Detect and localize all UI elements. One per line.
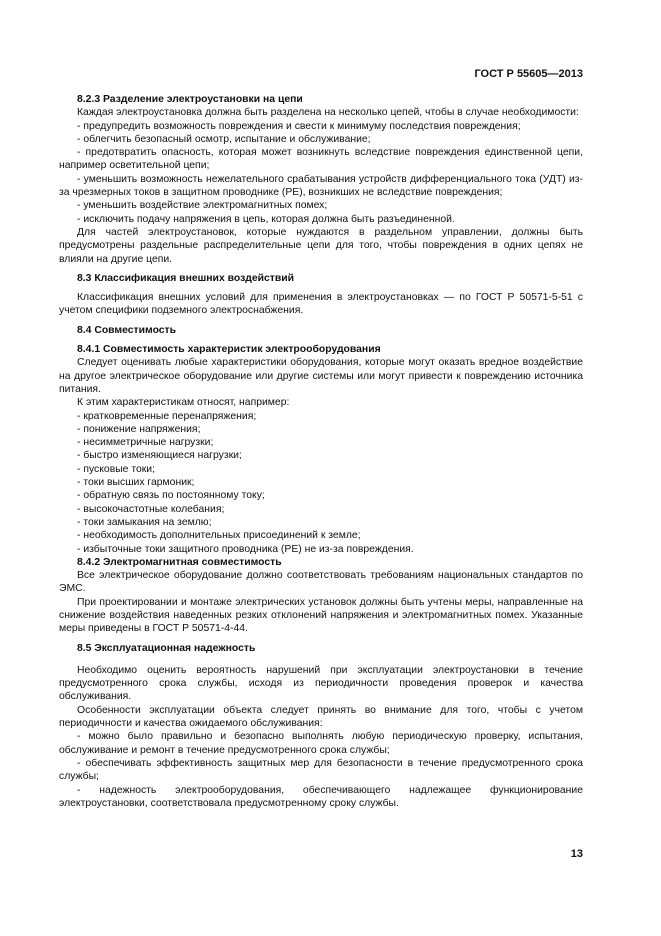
page-number: 13 bbox=[570, 848, 583, 860]
list-item: - уменьшить возможность нежелательного срабатывания устройств дифференциального тока (УДТ) из-за чрезмерных токов в защитном проводнике (PE), возникших не вследствие повреждения; bbox=[59, 173, 583, 199]
paragraph: Все электрическое оборудование должно соответствовать требованиям национальных стандартов по ЭМС. bbox=[59, 570, 583, 595]
list-item: - обеспечивать эффективность защитных мер для безопасности в течение предусмотренного срока службы; bbox=[59, 757, 583, 783]
list-item: - быстро изменяющиеся нагрузки; bbox=[77, 450, 242, 462]
section-heading-8-5: 8.5 Эксплуатационная надежность bbox=[77, 642, 256, 654]
document-code: ГОСТ Р 55605—2013 bbox=[474, 68, 583, 80]
paragraph: Классификация внешних условий для применения в электроустановках — по ГОСТ Р 50571-5-51 с учетом специфики подземного электроснабжения. bbox=[59, 292, 583, 317]
list-item: - исключить подачу напряжения в цепь, которая должна быть разъединенной. bbox=[77, 213, 455, 225]
list-item: - токи замыкания на землю; bbox=[77, 516, 212, 528]
list-item: - надежность электрооборудования, обеспечивающего надлежащее функционирование электроустановки, соответствовала предусмотренному сроку службы. bbox=[59, 784, 583, 809]
list-item: - токи высших гармоник; bbox=[77, 477, 195, 489]
section-heading-8-4-2: 8.4.2 Электромагнитная совместимость bbox=[77, 556, 282, 568]
paragraph: Необходимо оценить вероятность нарушений при эксплуатации электроустановки в течение предусмотренного срока службы, исходя из периодичности проведения проверок и качества обслуживания. bbox=[59, 664, 583, 703]
list-item: - необходимость дополнительных присоединений к земле; bbox=[77, 530, 361, 542]
section-heading-8-2-3: 8.2.3 Разделение электроустановки на цепи bbox=[77, 94, 303, 105]
list-item: - избыточные токи защитного проводника (PE) не из-за повреждения. bbox=[77, 543, 414, 555]
paragraph: При проектировании и монтаже электрических установок должны быть учтены меры, направленные на снижение воздействия наведенных резких отклонений напряжения и электромагнитных помех. Указанные меры приведены в ГОСТ Р 50571-4-44. bbox=[59, 596, 583, 635]
paragraph: Особенности эксплуатации объекта следует принять во внимание для того, чтобы с учетом периодичности и качества ожидаемого обслуживания: bbox=[59, 704, 583, 730]
list-item: - понижение напряжения; bbox=[77, 423, 201, 435]
paragraph: Для частей электроустановок, которые нуждаются в раздельном управлении, должны быть предусмотрены раздельные распределительные цепи для того, чтобы повреждения в одних цепях не влияли на другие цепи. bbox=[59, 226, 583, 265]
paragraph: Следует оценивать любые характеристики оборудования, которые могут оказать вредное воздействие на другое электрическое оборудование или другие системы или могут привести к повреждению источника питания. bbox=[59, 357, 583, 395]
list-item: - пусковые токи; bbox=[77, 463, 156, 475]
section-heading-8-4-1: 8.4.1 Совместимость характеристик электрооборудования bbox=[77, 344, 381, 356]
list-item: - кратковременные перенапряжения; bbox=[77, 410, 257, 422]
list-item: - облегчить безопасный осмотр, испытание и обслуживание; bbox=[77, 133, 371, 145]
paragraph: К этим характеристикам относят, например: bbox=[77, 397, 290, 409]
list-item: - предупредить возможность повреждения и свести к минимуму последствия повреждения; bbox=[77, 120, 521, 132]
list-item: - предотвратить опасность, которая может возникнуть вследствие повреждения единственной цепи, например осветительной цепи; bbox=[59, 147, 583, 172]
section-heading-8-4: 8.4 Совместимость bbox=[77, 324, 177, 336]
list-item: - можно было правильно и безопасно выполнять любую периодическую проверку, испытания, обслуживание и ремонт в течение предусмотренного срока службы; bbox=[59, 731, 583, 756]
section-heading-8-3: 8.3 Классификация внешних воздействий bbox=[77, 272, 295, 284]
document-body bbox=[59, 93, 583, 810]
list-item: - несимметричные нагрузки; bbox=[77, 437, 214, 449]
list-item: - обратную связь по постоянному току; bbox=[77, 490, 265, 502]
paragraph: Каждая электроустановка должна быть разделена на несколько цепей, чтобы в случае необходимости: bbox=[77, 107, 579, 119]
list-item: - уменьшить воздействие электромагнитных помех; bbox=[77, 200, 328, 212]
list-item: - высокочастотные колебания; bbox=[77, 503, 225, 515]
